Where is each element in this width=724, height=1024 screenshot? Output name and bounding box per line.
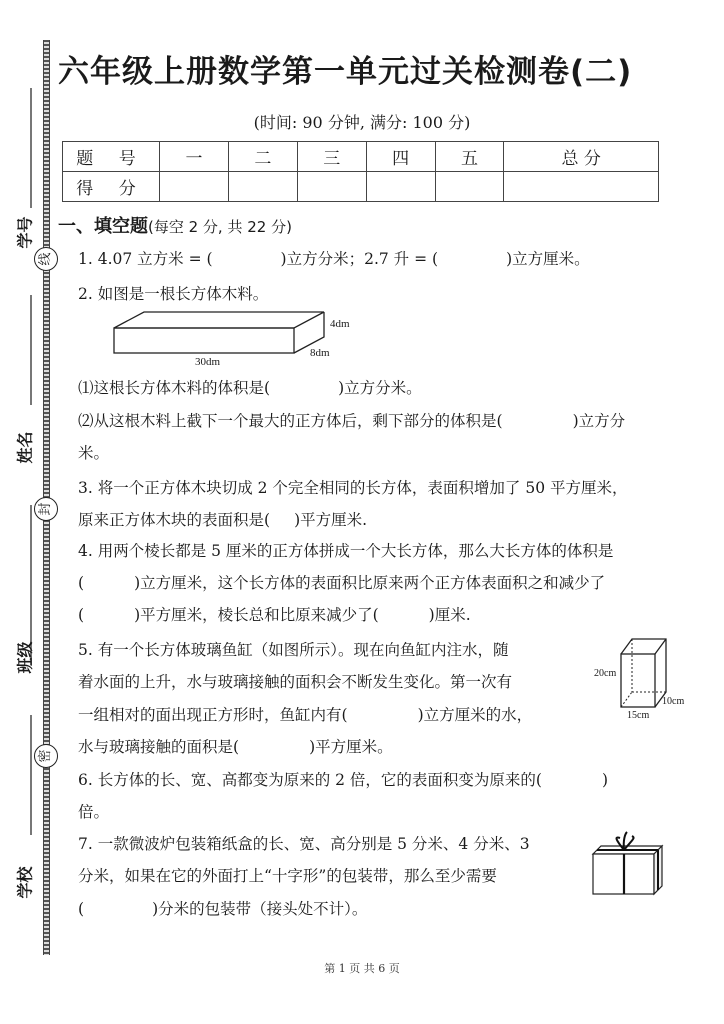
question-4-line-2 <box>78 573 605 593</box>
section-heading <box>58 212 292 238</box>
q7-text: ( <box>78 900 85 918</box>
score-cell[interactable] <box>228 172 297 202</box>
score-cell[interactable] <box>504 172 659 202</box>
label-class: 班级 <box>15 641 35 674</box>
section-note: (每空 2 分, 共 22 分) <box>148 218 292 236</box>
question-6-line-1 <box>78 770 608 790</box>
question-5-line-2: 着水面的上升，水与玻璃接触的面积会不断发生变化。第一次有 <box>78 673 513 691</box>
question-7-line-2: 分米，如果在它的外面打上“十字形”的包装带，那么至少需要 <box>78 867 497 885</box>
q4-text: )厘米. <box>428 606 471 624</box>
header-cell: 总 分 <box>504 142 659 172</box>
header-cell: 一 <box>160 142 229 172</box>
question-6-line-2: 倍。 <box>78 803 110 821</box>
score-cell[interactable] <box>366 172 435 202</box>
question-2-part-1 <box>78 378 422 398</box>
question-2-part-2 <box>78 411 625 431</box>
q5-text: )立方厘米的水， <box>417 706 533 724</box>
q6-text: 6. 长方体的长、宽、高都变为原来的 2 倍，它的表面积变为原来的( <box>78 771 542 789</box>
page-footer: 第 1 页 共 6 页 <box>324 962 400 975</box>
question-4-line-1: 4. 用两个棱长都是 5 厘米的正方体拼成一个大长方体，那么大长方体的体积是 <box>78 542 614 560</box>
fig-label-length: 15cm <box>627 710 650 721</box>
wood-block-figure <box>112 310 327 360</box>
question-3-line-2 <box>78 510 367 530</box>
question-2-part-2-cont: 米。 <box>78 444 110 462</box>
q5-text: )平方厘米。 <box>309 738 393 756</box>
q2-text: ⑵从这根木料上截下一个最大的正方体后，剩下部分的体积是( <box>78 412 503 430</box>
fig-label-width: 10cm <box>662 696 685 707</box>
q2-text: )立方分米。 <box>338 379 422 397</box>
question-5-line-3 <box>78 705 532 725</box>
seal-secret: 密 <box>34 744 58 768</box>
fig-label-height: 4dm <box>330 318 350 330</box>
q2-text: )立方分 <box>572 412 626 430</box>
q3-text: )平方厘米. <box>294 511 368 529</box>
question-1 <box>78 249 590 269</box>
fig-label-length: 30dm <box>195 356 221 368</box>
q1-text: 1. 4.07 立方米 = ( <box>78 250 213 268</box>
q1-text: )立方厘米。 <box>506 250 590 268</box>
question-3-line-1: 3. 将一个正方体木块切成 2 个完全相同的长方体，表面积增加了 50 平方厘米， <box>78 479 628 497</box>
label-school: 学校 <box>15 866 35 899</box>
q4-text: )平方厘米，棱长总和比原来减少了( <box>134 606 379 624</box>
q2-text: ⑴这根长方体木料的体积是( <box>78 379 271 397</box>
q3-text: 原来正方体木块的表面积是( <box>78 511 271 529</box>
header-cell: 四 <box>366 142 435 172</box>
margin-line <box>30 295 32 405</box>
question-5-line-1: 5. 有一个长方体玻璃鱼缸（如图所示）。现在向鱼缸内注水，随 <box>78 641 509 659</box>
seal-seal: 封 <box>34 497 58 521</box>
q4-text: ( <box>78 574 85 592</box>
question-7-line-1: 7. 一款微波炉包装箱纸盒的长、宽、高分别是 5 分米、4 分米、3 <box>78 835 530 853</box>
q5-text: 水与玻璃接触的面积是( <box>78 738 240 756</box>
q5-text: 一组相对的面出现正方形时，鱼缸内有( <box>78 706 348 724</box>
label-student-id: 学号 <box>15 216 35 249</box>
score-cell[interactable] <box>435 172 504 202</box>
page-title: 六年级上册数学第一单元过关检测卷(二) <box>58 54 633 90</box>
score-table <box>62 141 659 202</box>
question-5-line-4 <box>78 737 393 757</box>
fig-label-width: 8dm <box>310 347 330 359</box>
margin-line <box>30 715 32 835</box>
score-cell[interactable] <box>160 172 229 202</box>
score-table-header-row <box>63 142 659 172</box>
q4-text: ( <box>78 606 85 624</box>
q1-text: )立方分米；2.7 升 = ( <box>280 250 439 268</box>
gift-box-figure <box>592 830 664 896</box>
header-cell: 三 <box>297 142 366 172</box>
header-cell: 二 <box>228 142 297 172</box>
header-cell: 五 <box>435 142 504 172</box>
seal-line: 线 <box>34 247 58 271</box>
question-4-line-3 <box>78 605 471 625</box>
question-2-stem: 2. 如图是一根长方体木料。 <box>78 285 269 303</box>
section-title: 一、填空题 <box>58 216 148 237</box>
score-cell[interactable] <box>297 172 366 202</box>
label-name: 姓名 <box>15 431 35 464</box>
header-cell: 题 号 <box>63 142 160 172</box>
question-7-line-3 <box>78 899 367 919</box>
margin-line <box>30 88 32 208</box>
score-row-label: 得 分 <box>63 172 160 202</box>
q4-text: )立方厘米，这个长方体的表面积比原来两个正方体表面积之和减少了 <box>134 574 606 592</box>
exam-info: (时间: 90 分钟, 满分: 100 分) <box>253 113 471 132</box>
q6-text: ) <box>601 771 609 789</box>
q7-text: )分米的包装带（接头处不计）。 <box>152 900 368 918</box>
fig-label-height: 20cm <box>594 668 617 679</box>
score-table-score-row <box>63 172 659 202</box>
